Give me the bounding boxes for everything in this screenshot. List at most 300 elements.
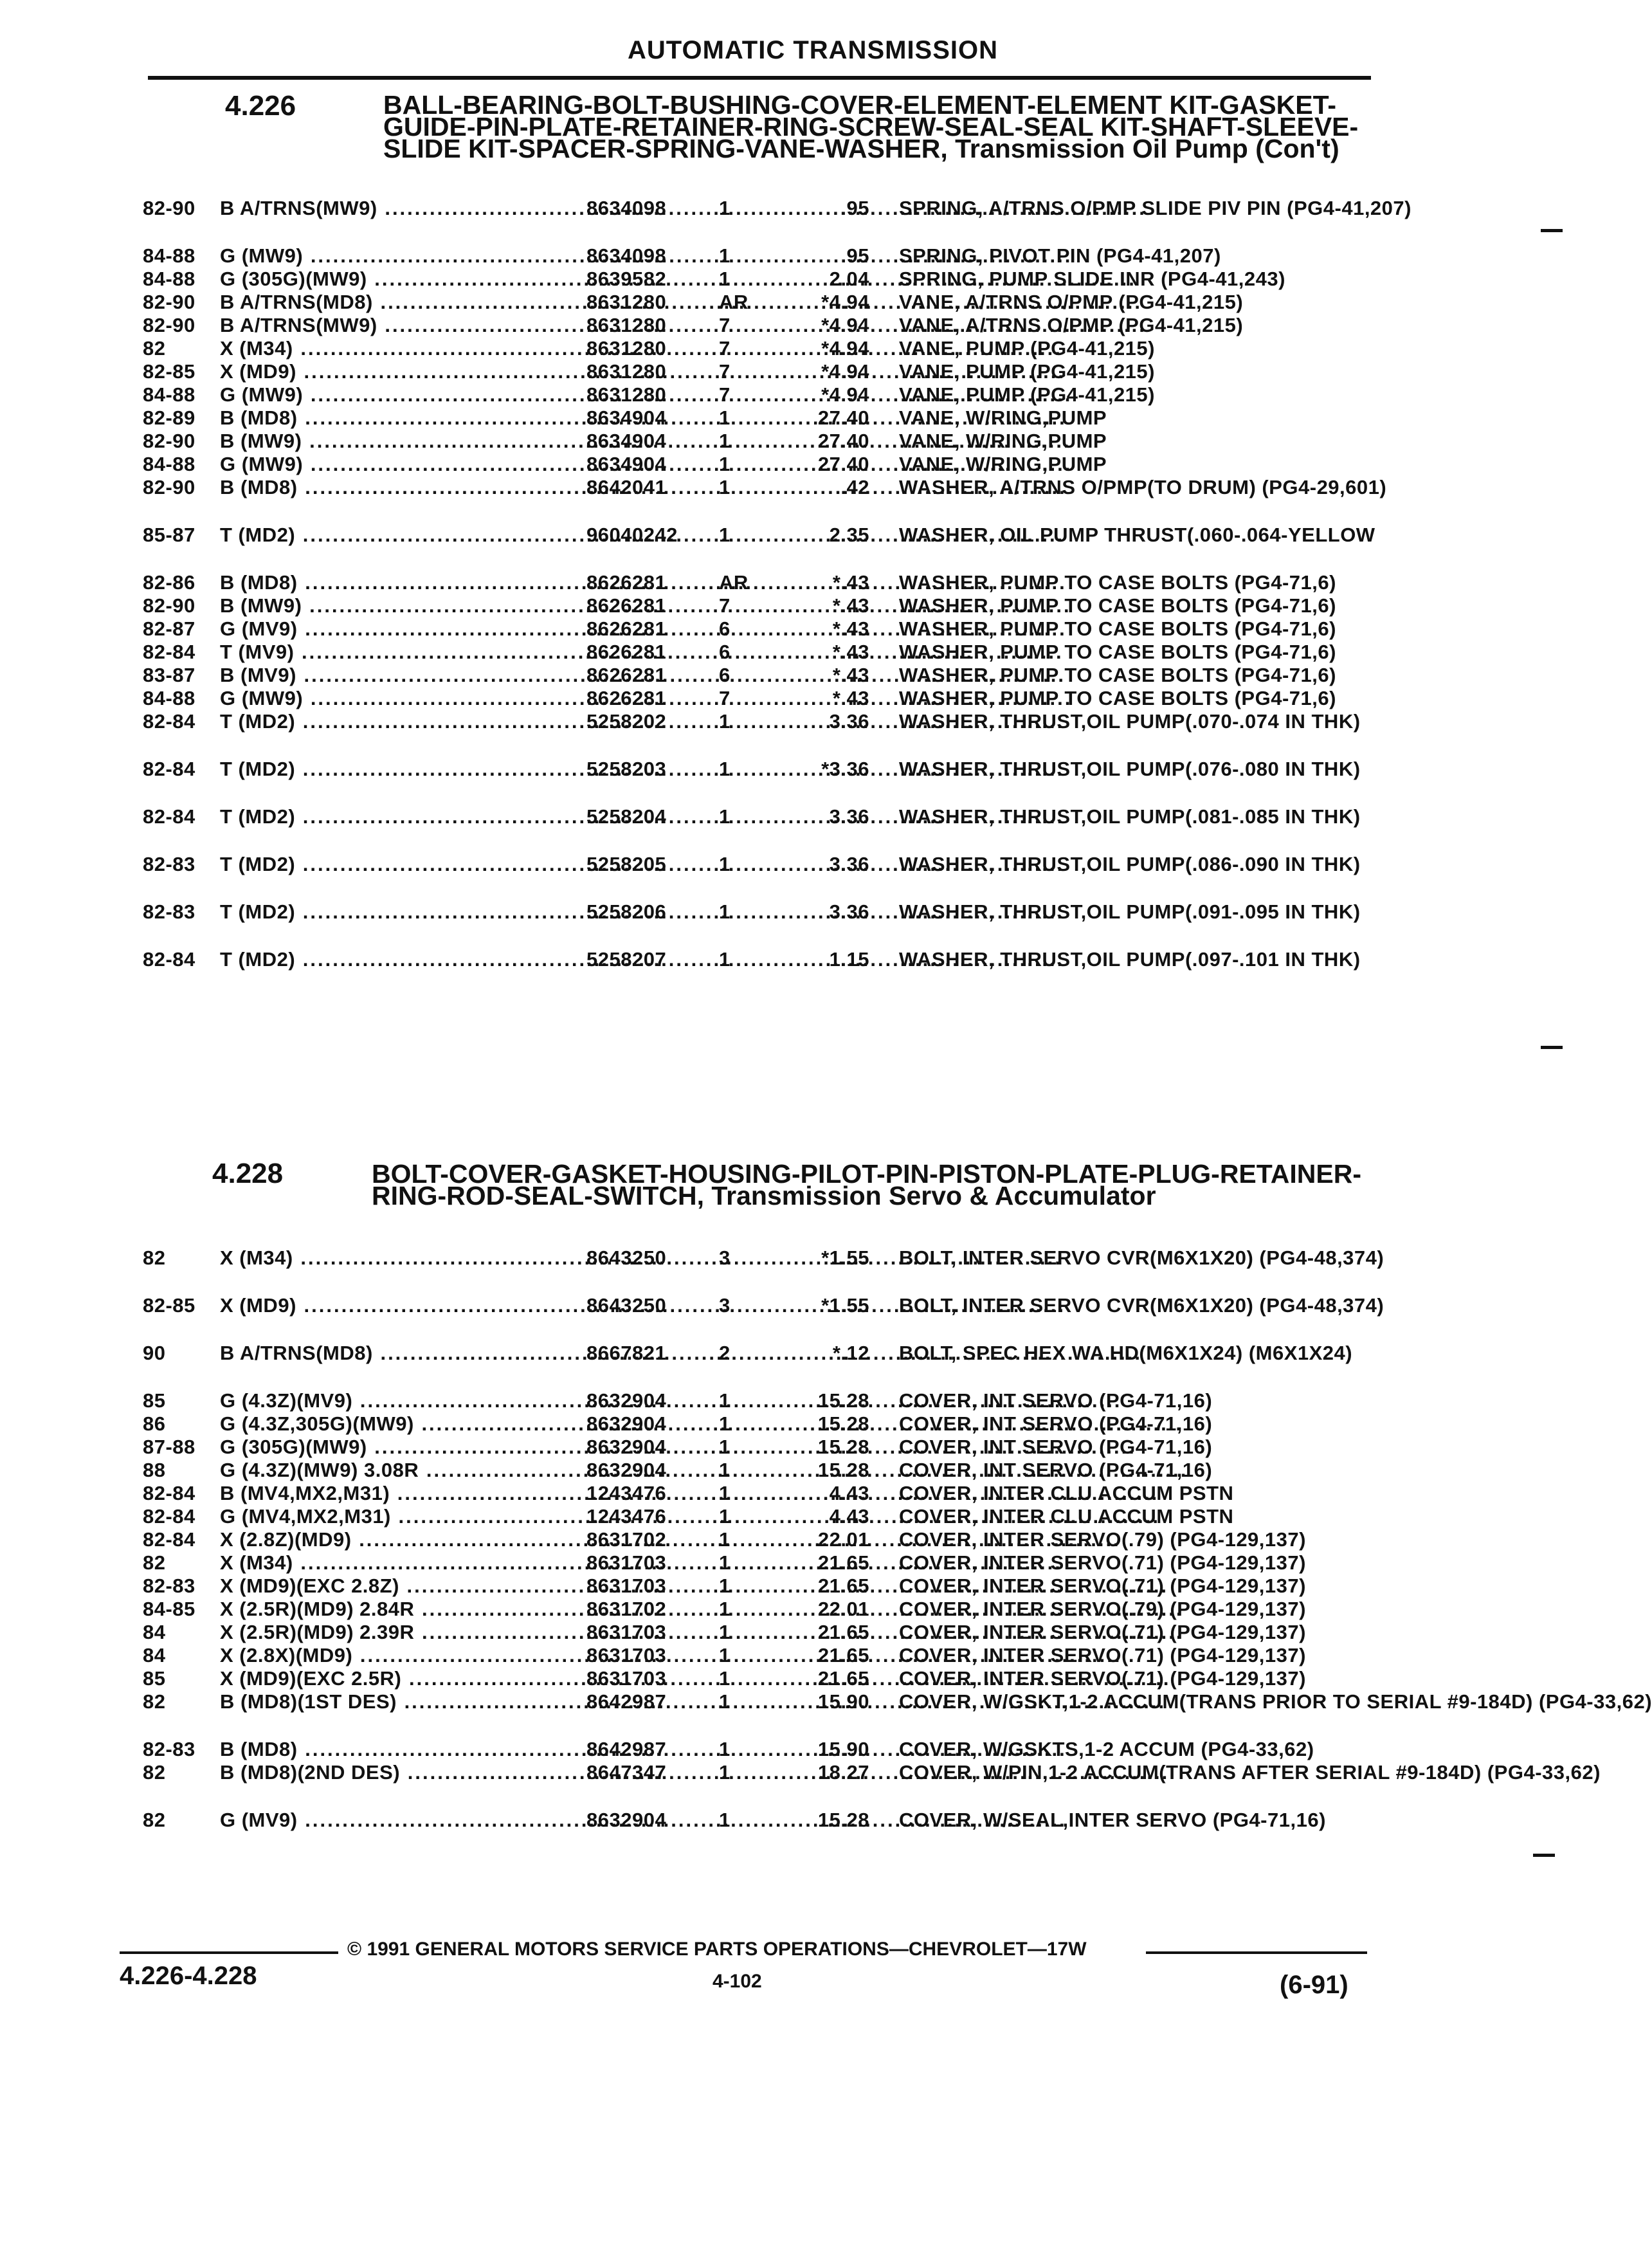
table-row [0,805,1626,853]
table-row [0,948,1626,996]
part-number: 8626281 [586,571,667,594]
part-description-text: COVER, INTER CLU ACCUM PSTN [899,1482,1234,1504]
model-code: X (MD9)(EXC 2.8Z) ..... [220,1575,567,1598]
model-year: 82 [143,1761,166,1784]
price: 3.36 [829,900,869,923]
model-code: X (MD9) ..... [220,1294,567,1317]
table-row [0,268,1626,291]
part-description [899,805,1374,852]
part-description [899,1246,1384,1293]
model-year: 82-84 [143,1505,195,1528]
quantity: 1 [719,1412,731,1435]
price: 3.36 [829,805,869,828]
quantity: 3 [719,1246,731,1269]
price: *.43 [832,687,869,709]
price: 15.90 [817,1690,869,1713]
model-year: 82 [143,337,166,360]
model-year: 84 [143,1621,166,1643]
part-number: 8631703 [586,1644,667,1666]
quantity: 1 [719,1738,731,1760]
table-row [0,314,1626,337]
price: *.43 [832,571,869,594]
model-code: X (M34) ..... [220,1246,567,1270]
section-title: BOLT-COVER-GASKET-HOUSING-PILOT-PIN-PISTON-PLATE-PLUG-RETAINER-RING-ROD-SEAL-SWITCH, Transmission Servo & Accumulator [372,1159,1362,1210]
model-year: 84 [143,1644,166,1666]
part-description [899,1575,1374,1598]
part-description-text: COVER, W/SEAL,INTER SERVO (PG4-71,16) [899,1809,1326,1831]
price: 1.15 [829,948,869,971]
part-number: 8642987 [586,1690,667,1713]
model-year: 82 [143,1551,166,1574]
part-description-text: VANE, PUMP (PG4-41,215) [899,337,1155,360]
margin-mark [1541,229,1563,232]
price: *4.94 [821,337,869,360]
model-code: G (4.3Z,305G)(MW9) ..... [220,1412,567,1436]
model-code: X (2.5R)(MD9) 2.39R ..... [220,1621,567,1644]
quantity: 7 [719,383,731,406]
part-description [899,197,1411,243]
quantity: 1 [719,430,731,452]
table-row [0,1505,1626,1528]
part-description [899,476,1387,522]
model-year: 82-83 [143,1575,195,1597]
model-year: 82-90 [143,314,195,336]
price: *4.94 [821,291,869,313]
part-description [899,1621,1374,1644]
model-code: T (MD2) ..... [220,524,567,547]
price: 2.35 [829,524,869,546]
table-row [0,406,1626,430]
model-code: X (2.8X)(MD9) ..... [220,1644,567,1667]
price: *.12 [832,1342,869,1364]
model-year: 82-83 [143,853,195,875]
table-row [0,1482,1626,1505]
part-description-text: COVER, INTER SERVO(.79) (PG4-129,137) [899,1528,1306,1551]
model-year: 85 [143,1667,166,1690]
parts-table-section-2 [0,1246,1652,1832]
model-year: 82-84 [143,948,195,971]
quantity: 2 [719,1342,731,1364]
model-code: G (MW9) ..... [220,687,567,710]
part-description [899,571,1374,594]
quantity: 1 [719,853,731,875]
part-description [899,617,1374,641]
part-number: 8667821 [586,1342,667,1364]
quantity: AR [719,571,749,594]
margin-mark [1533,1854,1555,1857]
part-description [899,1412,1374,1436]
price: *.43 [832,641,869,663]
quantity: 1 [719,244,731,267]
model-code: B (MD8)(2ND DES) ..... [220,1761,567,1784]
page-header-title: AUTOMATIC TRANSMISSION [627,36,999,64]
model-code: B (MW9) ..... [220,430,567,453]
part-description-text: WASHER, OIL PUMP THRUST(.060-.064-YELLOW [899,524,1375,546]
table-row [0,383,1626,406]
part-description [899,1294,1384,1340]
model-year: 82-87 [143,617,195,640]
quantity: 1 [719,1809,731,1831]
part-description-text: WASHER, PUMP TO CASE BOLTS (PG4-71,6) [899,571,1336,594]
part-description-text: WASHER, THRUST,OIL PUMP(.091-.095 IN THK) [899,900,1361,923]
part-description [899,1644,1374,1667]
model-year: 82-86 [143,571,195,594]
part-number: 8631280 [586,337,667,360]
part-number: 8631280 [586,314,667,336]
model-code: B A/TRNS(MD8) ..... [220,1342,567,1365]
price: 15.90 [817,1738,869,1760]
quantity: 3 [719,1294,731,1317]
model-code: B (MD8) ..... [220,406,567,430]
model-code: X (MD9)(EXC 2.5R) ..... [220,1667,567,1690]
part-number: 8631702 [586,1598,667,1620]
model-year: 82-90 [143,197,195,219]
model-code: B (MW9) ..... [220,594,567,617]
quantity: AR [719,291,749,313]
quantity: 1 [719,805,731,828]
model-year: 82-85 [143,360,195,383]
quantity: 7 [719,594,731,617]
part-description-text: SPRING, A/TRNS O/PMP SLIDE PIV PIN (PG4-41,207) [899,197,1411,219]
quantity: 1 [719,710,731,733]
part-description-text: COVER, W/GSKTS,1-2 ACCUM (PG4-33,62) [899,1738,1314,1760]
price: *1.55 [821,1246,869,1269]
part-description-text: COVER, INTER SERVO(.71) (PG4-129,137) [899,1644,1306,1666]
model-year: 82-84 [143,1482,195,1504]
quantity: 1 [719,1575,731,1597]
part-description [899,641,1374,664]
model-code: T (MD2) ..... [220,710,567,733]
part-description [899,687,1374,710]
price: 4.43 [829,1505,869,1528]
table-row [0,1621,1626,1644]
part-number: 5258203 [586,758,667,780]
part-description-text: WASHER, THRUST,OIL PUMP(.076-.080 IN THK) [899,758,1361,780]
model-year: 86 [143,1412,166,1435]
table-row [0,430,1626,453]
price: 3.36 [829,853,869,875]
model-code: B (MD8) ..... [220,571,567,594]
part-description [899,1459,1374,1482]
part-description [899,1505,1374,1528]
part-number: 8626281 [586,641,667,663]
price: 22.01 [817,1598,869,1620]
quantity: 1 [719,1551,731,1574]
part-description [899,948,1374,994]
model-year: 84-88 [143,383,195,406]
model-code: G (MV9) ..... [220,1809,567,1832]
model-code: T (MD2) ..... [220,948,567,971]
part-description-text: COVER, INTER SERVO(.71) (PG4-129,137) [899,1551,1306,1574]
model-year: 82 [143,1246,166,1269]
part-number: 8631703 [586,1551,667,1574]
model-year: 88 [143,1459,166,1481]
price: 15.28 [817,1436,869,1458]
table-row [0,1738,1626,1761]
model-year: 83-87 [143,664,195,686]
part-description-text: BOLT, INTER SERVO CVR(M6X1X20) (PG4-48,374) [899,1294,1384,1317]
quantity: 1 [719,1528,731,1551]
part-number: 8643250 [586,1294,667,1317]
price: *.43 [832,594,869,617]
section-number: 4.226 [225,90,296,122]
part-description-text: WASHER, THRUST,OIL PUMP(.097-.101 IN THK) [899,948,1361,971]
table-row [0,1294,1626,1342]
part-description-text: VANE, PUMP (PG4-41,215) [899,360,1155,383]
quantity: 1 [719,948,731,971]
part-description-text: WASHER, PUMP TO CASE BOLTS (PG4-71,6) [899,687,1336,709]
part-number: 8631280 [586,383,667,406]
model-code: B A/TRNS(MD8) ..... [220,291,567,314]
part-number: 1243476 [586,1482,667,1504]
part-number: 8634098 [586,197,667,219]
price: *4.94 [821,383,869,406]
footer-rule-right [1146,1951,1367,1954]
table-row [0,687,1626,710]
model-code: G (MW9) ..... [220,244,567,268]
table-row [0,1575,1626,1598]
model-year: 82-84 [143,641,195,663]
quantity: 1 [719,406,731,429]
part-number: 8626281 [586,594,667,617]
quantity: 7 [719,360,731,383]
section-number: 4.228 [212,1158,284,1189]
part-description-text: VANE, W/RING,PUMP [899,406,1107,429]
model-code: T (MV9) ..... [220,641,567,664]
model-year: 85 [143,1389,166,1412]
part-description-text: COVER, INT SERVO (PG4-71,16) [899,1412,1213,1435]
part-description-text: COVER, W/PIN,1-2 ACCUM(TRANS AFTER SERIAL #9-184D) (PG4-33,62) [899,1761,1601,1784]
margin-mark [1541,1046,1563,1049]
part-description-text: SPRING, PIVOT PIN (PG4-41,207) [899,244,1221,267]
part-description-text: WASHER, THRUST,OIL PUMP(.081-.085 IN THK) [899,805,1361,828]
part-number: 8634904 [586,430,667,452]
model-year: 84-88 [143,244,195,267]
part-number: 8626281 [586,664,667,686]
price: .95 [840,244,869,267]
quantity: 1 [719,900,731,923]
price: 15.28 [817,1459,869,1481]
quantity: 7 [719,337,731,360]
part-description-text: COVER, INT SERVO (PG4-71,16) [899,1436,1213,1458]
table-row [0,360,1626,383]
part-description-text: VANE, W/RING,PUMP [899,453,1107,475]
price: 27.40 [817,430,869,452]
part-description-text: BOLT, SPEC HEX WA HD(M6X1X24) (M6X1X24) [899,1342,1353,1364]
part-number: 8631280 [586,360,667,383]
quantity: 1 [719,453,731,475]
part-number: 8632904 [586,1459,667,1481]
model-year: 84-85 [143,1598,195,1620]
part-description [899,594,1374,617]
table-row [0,197,1626,244]
model-year: 85-87 [143,524,195,546]
model-code: G (MW9) ..... [220,453,567,476]
part-number: 8631703 [586,1621,667,1643]
part-description [899,268,1374,291]
table-row [0,1389,1626,1412]
part-description [899,1598,1374,1621]
part-description-text: COVER, INTER SERVO(.79) (PG4-129,137) [899,1598,1306,1620]
part-description [899,383,1374,406]
part-description [899,337,1374,360]
model-code: G (4.3Z)(MW9) 3.08R ..... [220,1459,567,1482]
part-description-text: VANE, A/TRNS O/PMP (PG4-41,215) [899,291,1244,313]
model-year: 82-85 [143,1294,195,1317]
price: 21.65 [817,1667,869,1690]
part-number: 8632904 [586,1436,667,1458]
price: .95 [840,197,869,219]
part-number: 8631703 [586,1667,667,1690]
table-row [0,1436,1626,1459]
price: 18.27 [817,1761,869,1784]
part-description [899,1436,1374,1459]
model-year: 82-89 [143,406,195,429]
quantity: 1 [719,758,731,780]
part-description-text: COVER, INTER SERVO(.71) (PG4-129,137) [899,1621,1306,1643]
part-number: 8642987 [586,1738,667,1760]
model-year: 82-84 [143,1528,195,1551]
table-row [0,571,1626,594]
part-description [899,710,1374,756]
quantity: 1 [719,1690,731,1713]
part-description [899,1482,1374,1505]
price: *4.94 [821,360,869,383]
part-description [899,1667,1374,1690]
part-description-text: WASHER, THRUST,OIL PUMP(.086-.090 IN THK) [899,853,1361,875]
part-number: 8642041 [586,476,667,498]
part-description [899,758,1374,804]
table-row [0,1644,1626,1667]
price: 21.65 [817,1575,869,1597]
table-row [0,337,1626,360]
part-number: 8634904 [586,453,667,475]
price: *.43 [832,664,869,686]
model-code: B (MV9) ..... [220,664,567,687]
table-row [0,1667,1626,1690]
part-number: 8634904 [586,406,667,429]
quantity: 1 [719,1505,731,1528]
table-row [0,1459,1626,1482]
model-year: 82-83 [143,900,195,923]
part-number: 5258207 [586,948,667,971]
model-code: T (MD2) ..... [220,758,567,781]
part-description-text: SPRING, PUMP SLIDE INR (PG4-41,243) [899,268,1285,290]
quantity: 1 [719,476,731,498]
model-year: 82 [143,1809,166,1831]
footer-page-number: 4-102 [713,1971,762,1992]
part-description [899,453,1374,476]
quantity: 1 [719,1482,731,1504]
table-row [0,641,1626,664]
part-number: 8631702 [586,1528,667,1551]
quantity: 1 [719,268,731,290]
part-number: 1243476 [586,1505,667,1528]
part-number: 96040242 [586,524,678,546]
model-code: B (MD8) ..... [220,1738,567,1761]
price: 21.65 [817,1621,869,1643]
model-code: T (MD2) ..... [220,805,567,828]
model-year: 82-83 [143,1738,195,1760]
part-description [899,1690,1652,1737]
header-rule [148,76,1371,80]
model-code: X (MD9) ..... [220,360,567,383]
part-number: 5258206 [586,900,667,923]
model-code: B (MD8) ..... [220,476,567,499]
part-description [899,360,1374,383]
footer-rule-left [120,1951,338,1954]
price: *4.94 [821,314,869,336]
table-row [0,758,1626,805]
model-year: 82-84 [143,805,195,828]
quantity: 1 [719,1621,731,1643]
table-row [0,1412,1626,1436]
table-row [0,900,1626,948]
part-number: 5258204 [586,805,667,828]
model-code: G (MW9) ..... [220,383,567,406]
part-number: 5258202 [586,710,667,733]
part-description [899,430,1374,453]
part-description-text: COVER, INTER CLU ACCUM PSTN [899,1505,1234,1528]
quantity: 1 [719,1644,731,1666]
part-description-text: VANE, W/RING,PUMP [899,430,1107,452]
part-number: 5258205 [586,853,667,875]
price: 15.28 [817,1412,869,1435]
price: *.43 [832,617,869,640]
table-row [0,524,1626,571]
table-row [0,1598,1626,1621]
model-code: G (4.3Z)(MV9) ..... [220,1389,567,1412]
part-description-text: COVER, INTER SERVO(.71) (PG4-129,137) [899,1575,1306,1597]
quantity: 1 [719,1436,731,1458]
price: 27.40 [817,453,869,475]
part-number: 8631703 [586,1575,667,1597]
quantity: 7 [719,314,731,336]
model-code: B A/TRNS(MW9) ..... [220,314,567,337]
price: *1.55 [821,1294,869,1317]
part-description [899,314,1374,337]
table-row [0,1342,1626,1389]
price: 21.65 [817,1644,869,1666]
part-description [899,406,1374,430]
model-year: 84-88 [143,687,195,709]
quantity: 1 [719,1667,731,1690]
quantity: 1 [719,1459,731,1481]
model-code: B A/TRNS(MW9) ..... [220,197,567,220]
table-row [0,244,1626,268]
quantity: 1 [719,197,731,219]
model-year: 82-90 [143,291,195,313]
quantity: 1 [719,524,731,546]
part-description-text: WASHER, PUMP TO CASE BOLTS (PG4-71,6) [899,617,1336,640]
part-description-text: COVER, INT SERVO (PG4-71,16) [899,1459,1213,1481]
part-description [899,1551,1374,1575]
part-description [899,664,1374,687]
table-row [0,1809,1626,1832]
table-row [0,853,1626,900]
part-number: 8631280 [586,291,667,313]
quantity: 6 [719,617,731,640]
part-description [899,1389,1374,1412]
table-row [0,1690,1652,1738]
part-description-text: COVER, INT SERVO (PG4-71,16) [899,1389,1213,1412]
model-code: X (2.8Z)(MD9) ..... [220,1528,567,1551]
quantity: 1 [719,1598,731,1620]
table-row [0,1246,1626,1294]
model-year: 84-88 [143,453,195,475]
parts-table-section-1 [0,197,1626,996]
part-description [899,1809,1374,1832]
